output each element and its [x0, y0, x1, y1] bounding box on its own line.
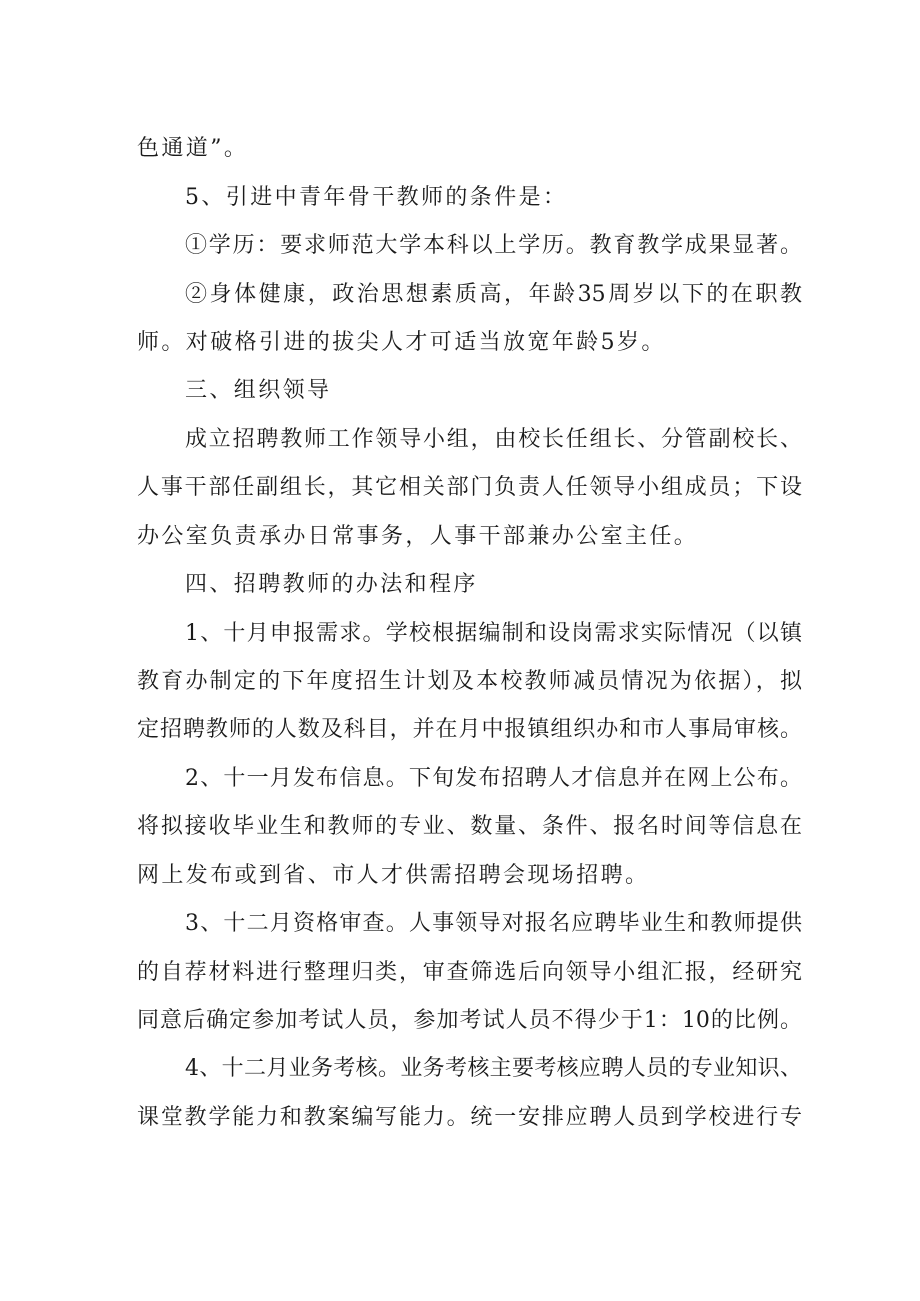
- text-line: 办公室负责承办日常事务，人事干部兼办公室主任。: [137, 524, 699, 549]
- section-heading: 三、组织领导: [185, 378, 332, 403]
- section-item-heading: 5、引进中青年骨干教师的条件是：: [185, 185, 568, 210]
- text-line: 的自荐材料进行整理归类，审查筛选后向领导小组汇报，经研究: [137, 960, 802, 985]
- text-line: 成立招聘教师工作领导小组，由校长任组长、分管副校长、: [185, 427, 802, 452]
- text-line: 2、十一月发布信息。下旬发布招聘人才信息并在网上公布。: [185, 766, 802, 791]
- text-line: 将拟接收毕业生和教师的专业、数量、条件、报名时间等信息在: [137, 814, 802, 839]
- text-line: 3、十二月资格审查。人事领导对报名应聘毕业生和教师提供: [185, 911, 802, 936]
- text-line: 课堂教学能力和教案编写能力。统一安排应聘人员到学校进行专: [137, 1105, 802, 1130]
- text-line: 4、十二月业务考核。业务考核主要考核应聘人员的专业知识、: [185, 1056, 802, 1081]
- text-line: 定招聘教师的人数及科目，并在月中报镇组织办和市人事局审核。: [137, 717, 802, 742]
- text-line: ②身体健康，政治思想素质高，年龄35周岁以下的在职教: [185, 282, 802, 307]
- text-line: 同意后确定参加考试人员，参加考试人员不得少于1：10的比例。: [137, 1008, 802, 1033]
- text-line: ①学历：要求师范大学本科以上学历。教育教学成果显著。: [185, 233, 802, 258]
- text-line: 教育办制定的下年度招生计划及本校教师减员情况为依据），拟: [137, 669, 802, 694]
- text-line: 1、十月申报需求。学校根据编制和设岗需求实际情况（以镇: [185, 621, 802, 646]
- text-line: 色通道”。: [137, 136, 249, 161]
- text-line: 网上发布或到省、市人才供需招聘会现场招聘。: [137, 863, 650, 888]
- text-line: 师。对破格引进的拔尖人才可适当放宽年龄5岁。: [137, 330, 666, 355]
- section-heading: 四、招聘教师的办法和程序: [185, 572, 478, 597]
- text-line: 人事干部任副组长，其它相关部门负责人任领导小组成员；下设: [137, 475, 802, 500]
